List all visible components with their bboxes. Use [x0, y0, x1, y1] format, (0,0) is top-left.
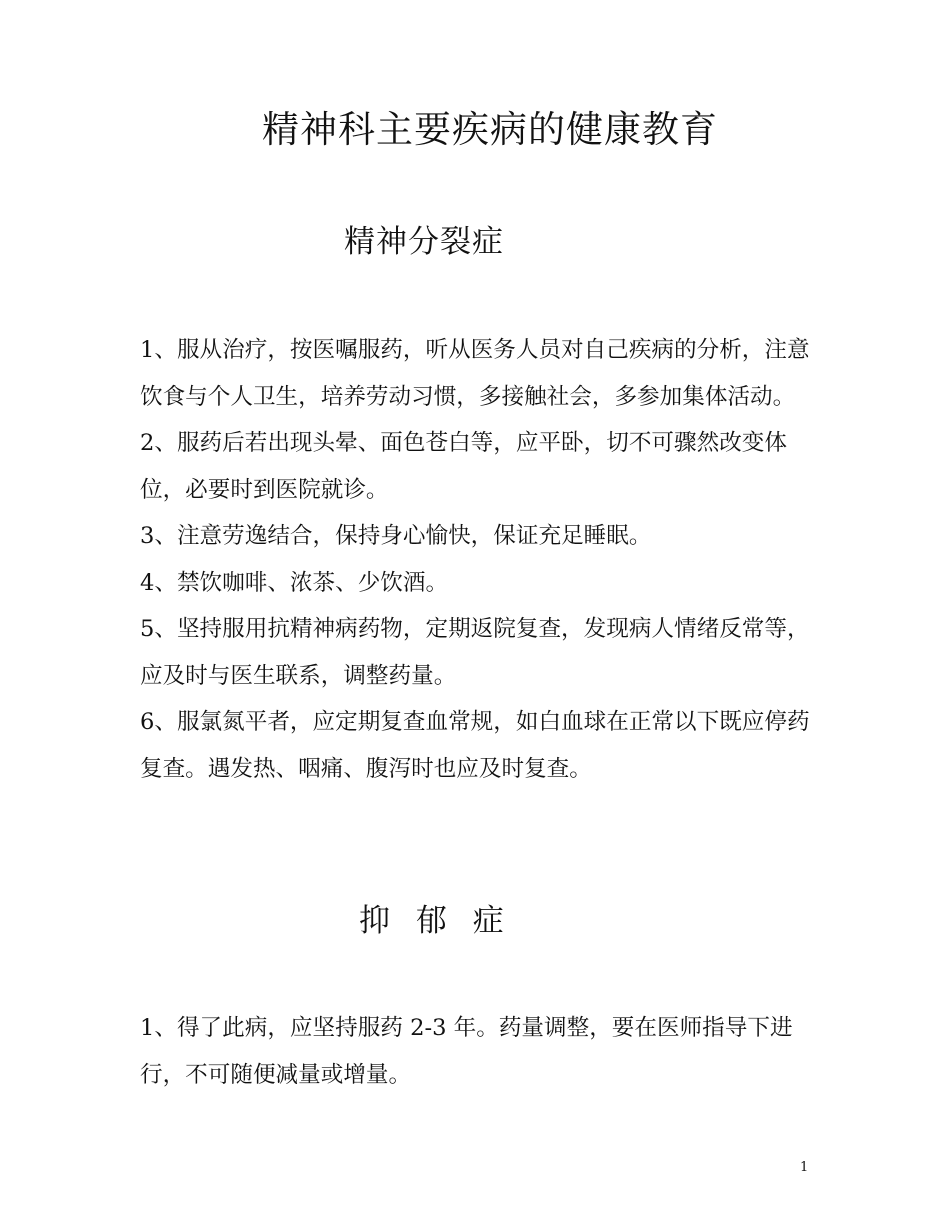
section-heading-depression: 抑 郁 症: [359, 903, 512, 939]
depression-advice-list: [140, 1005, 825, 1098]
list-item: 3、注意劳逸结合，保持身心愉快，保证充足睡眠。: [140, 523, 652, 549]
list-item: 1、得了此病，应坚持服药 2-3 年。药量调整，要在医师指导下进行，不可随便减量或增量。: [140, 1015, 793, 1088]
list-item: 5、坚持服用抗精神病药物，定期返院复查，发现病人情绪反常等，应及时与医生联系，调整药量。: [140, 616, 810, 689]
document-title: 精神科主要疾病的健康教育: [262, 108, 718, 151]
list-item: 2、服药后若出现头晕、面色苍白等，应平卧，切不可骤然改变体位，必要时到医院就诊。: [140, 430, 787, 503]
section-heading-schizophrenia: 精神分裂症: [344, 224, 504, 260]
list-item: 6、服氯氮平者，应定期复查血常规，如白血球在正常以下既应停药复查。遇发热、咽痛、腹泻时也应及时复查。: [140, 709, 810, 782]
list-item: 1、服从治疗，按医嘱服药，听从医务人员对自己疾病的分析，注意饮食与个人卫生，培养劳动习惯，多接触社会，多参加集体活动。: [140, 337, 810, 410]
list-item: 4、禁饮咖啡、浓茶、少饮酒。: [140, 569, 449, 596]
page-number: 1: [800, 1160, 809, 1175]
schizophrenia-advice-list: [140, 327, 825, 792]
